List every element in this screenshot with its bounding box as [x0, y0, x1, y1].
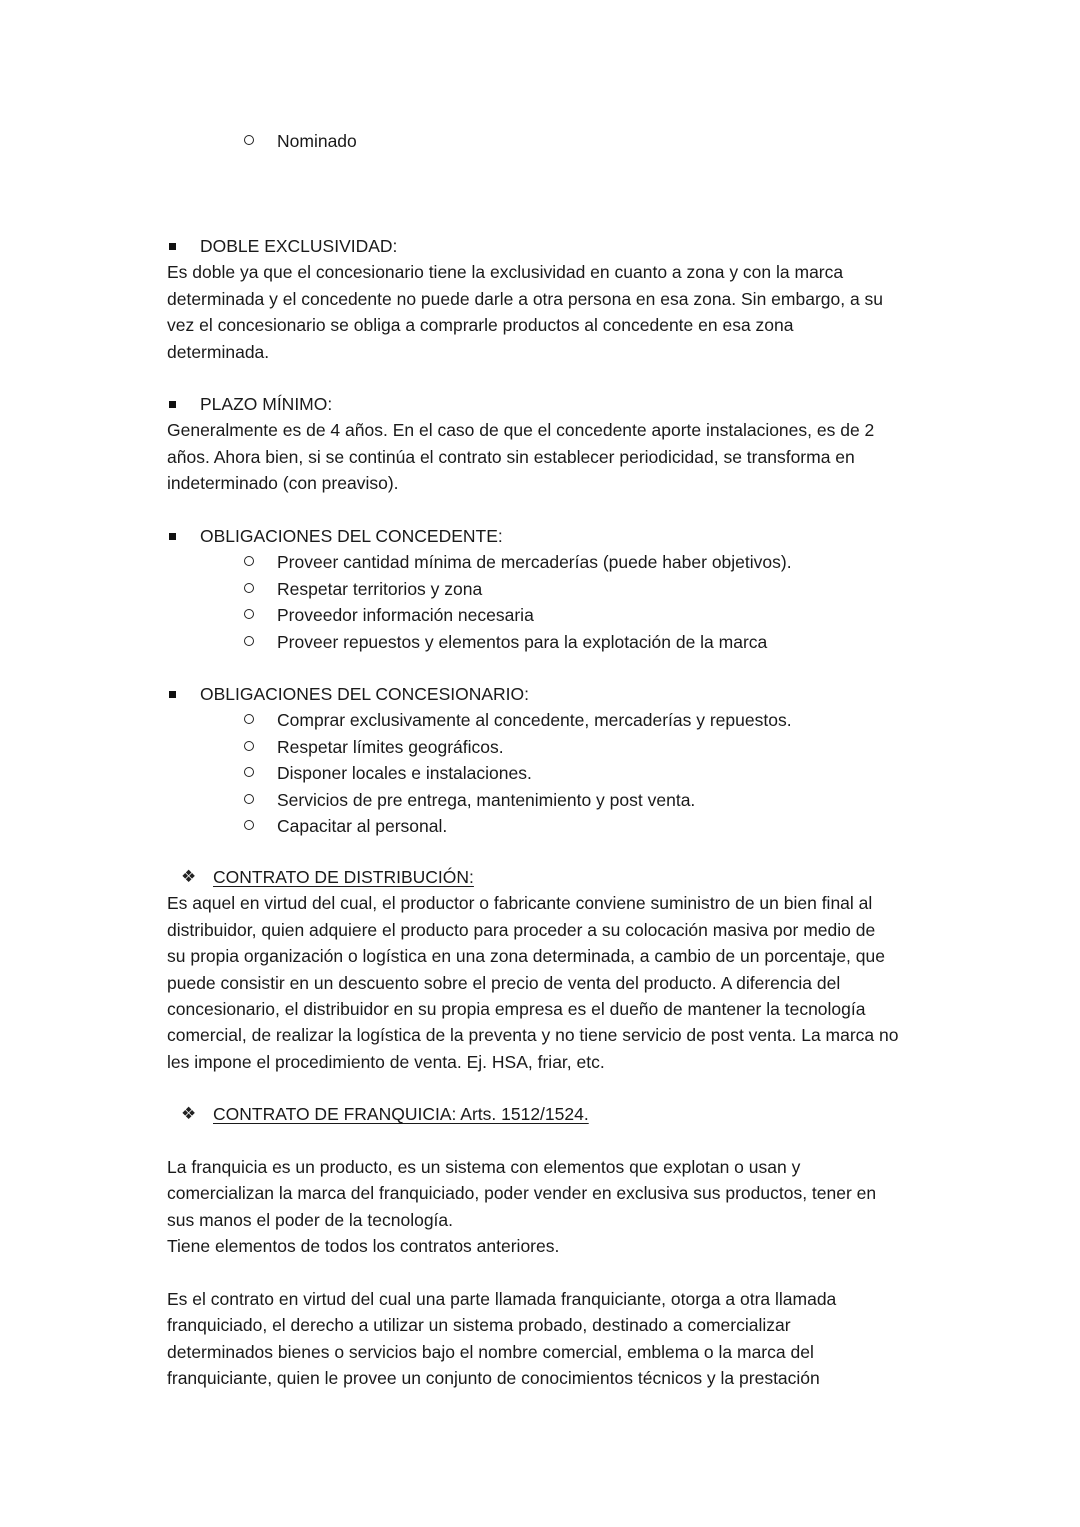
list-item: Disponer locales e instalaciones.	[167, 760, 937, 786]
paragraph: Es doble ya que el concesionario tiene la exclusividad en cuanto a zona y con la marca determinada y el concedente no puede darle a otra persona en esa zona. Sin embargo, a su vez el concesionario se obliga a comprarle productos al concedente en esa zona determinada.	[167, 262, 884, 362]
section-plazo-minimo	[167, 391, 937, 497]
section-heading: ❖ CONTRATO DE DISTRIBUCIÓN:	[167, 864, 937, 890]
section-heading: OBLIGACIONES DEL CONCEDENTE:	[167, 523, 937, 549]
circle-bullet-icon	[244, 135, 254, 145]
list-item: Servicios de pre entrega, mantenimiento y post venta.	[167, 787, 937, 813]
section-contrato-distribucion	[167, 864, 937, 1075]
section-heading: OBLIGACIONES DEL CONCESIONARIO:	[167, 681, 937, 707]
list-item: Respetar límites geográficos.	[167, 734, 937, 760]
section-obligaciones-concedente	[167, 523, 937, 655]
square-bullet-icon	[169, 243, 176, 250]
circle-bullet-icon	[244, 741, 254, 751]
section-obligaciones-concesionario	[167, 681, 937, 839]
list-item: Proveer repuestos y elementos para la explotación de la marca	[167, 629, 937, 655]
circle-bullet-icon	[244, 794, 254, 804]
paragraph: Es el contrato en virtud del cual una parte llamada franquiciante, otorga a otra llamada franquiciado, el derecho a utilizar un sistema probado, destinado a comercializar determinados bienes o servicios bajo el nombre comercial, emblema o la marca del franquiciante, quien le provee un conjunto de conocimientos técnicos y la prestación	[167, 1289, 837, 1389]
square-bullet-icon	[169, 401, 176, 408]
circle-bullet-icon	[244, 556, 254, 566]
circle-bullet-icon	[244, 767, 254, 777]
section-doble-exclusividad	[167, 233, 937, 365]
section-contrato-franquicia	[167, 1101, 937, 1127]
diamond-bullet-icon: ❖	[181, 867, 197, 887]
section-heading: PLAZO MÍNIMO:	[167, 391, 937, 417]
circle-bullet-icon	[244, 636, 254, 646]
list-item: Proveer cantidad mínima de mercaderías (puede haber objetivos).	[167, 549, 937, 575]
square-bullet-icon	[169, 533, 176, 540]
circle-bullet-icon	[244, 714, 254, 724]
top-list	[167, 128, 937, 154]
list-item: Proveedor información necesaria	[167, 602, 937, 628]
list-item: Respetar territorios y zona	[167, 576, 937, 602]
circle-bullet-icon	[244, 609, 254, 619]
diamond-bullet-icon: ❖	[181, 1104, 197, 1124]
paragraph: La franquicia es un producto, es un sistema con elementos que explotan o usan y comercializan la marca del franquiciado, poder vender en exclusiva sus productos, tener en sus manos el poder de la tecnología. Tiene elementos de todos los contratos anteriores.	[167, 1157, 877, 1257]
paragraph: Es aquel en virtud del cual, el productor o fabricante conviene suministro de un bien final al distribuidor, quien adquiere el producto para proceder a su colocación masiva por medio de su propia organización o logística en una zona determinada, a cambio de un porcentaje, que puede consistir en un descuento sobre el precio de venta del producto. A diferencia del concesionario, el distribuidor en su propia empresa es el dueño de mantener la tecnología comercial, de realizar la logística de la preventa y no tiene servicio de post venta. La marca no les impone el procedimiento de venta. Ej. HSA, friar, etc.	[167, 893, 899, 1072]
section-heading: DOBLE EXCLUSIVIDAD:	[167, 233, 937, 259]
list-item: Comprar exclusivamente al concedente, mercaderías y repuestos.	[167, 707, 937, 733]
square-bullet-icon	[169, 691, 176, 698]
circle-bullet-icon	[244, 583, 254, 593]
paragraph: Generalmente es de 4 años. En el caso de que el concedente aporte instalaciones, es de 2 años. Ahora bien, si se continúa el contrato sin establecer periodicidad, se transforma en indeterminado (con preaviso).	[167, 420, 875, 494]
list-item: Nominado	[167, 128, 937, 154]
section-heading: ❖ CONTRATO DE FRANQUICIA: Arts. 1512/1524.	[167, 1101, 937, 1127]
circle-bullet-icon	[244, 820, 254, 830]
list-item: Capacitar al personal.	[167, 813, 937, 839]
